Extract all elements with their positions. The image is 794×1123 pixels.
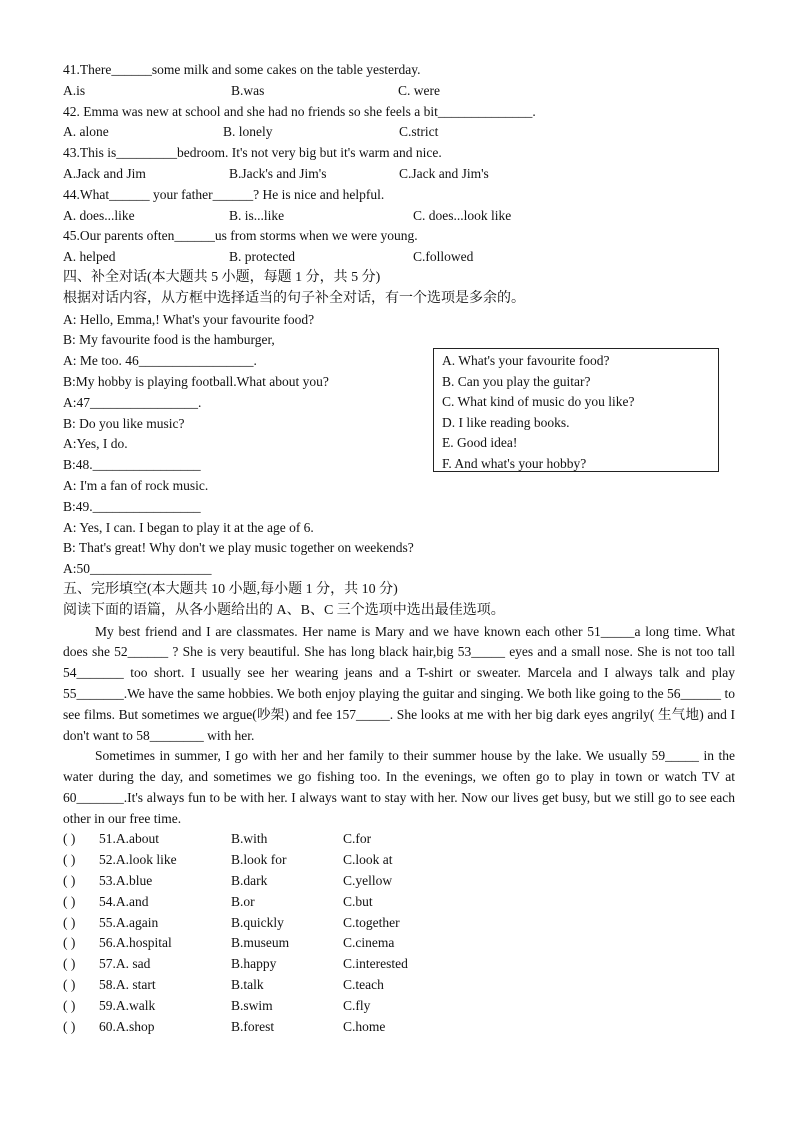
dialogue-line: B:48.________________: [63, 457, 201, 473]
dialogue-line: A: Yes, I can. I began to play it at the age of 6.: [63, 519, 314, 535]
answer-blank[interactable]: ( ): [63, 852, 76, 868]
option-a: 54.A.and: [99, 893, 149, 909]
paragraph-text: My best friend and I are classmates. Her name is Mary and we have known each other 51_____a long time. What does she 52______ ? She is very beautiful. She has long black hair,big 53_____ eyes and a small nose. She is not too tall 54_______ too short. I usually see her wearing jeans and a T-shirt or sweater. Marcela and I always talk and play 55_______.We have the same hobbies. We both enjoy playing the guitar and singing. We both like going to the 56______ to see films. But sometimes we argue(吵架) and fee 157_____. She looks at me with her big dark eyes angrily( 生气地) and I don't want to 58________ with her.: [63, 623, 735, 743]
dialogue-line: A: I'm a fan of rock music.: [63, 477, 209, 493]
question-45-stem: 45.Our parents often______us from storms when we were young.: [63, 228, 418, 244]
option-c: C. does...look like: [413, 207, 512, 223]
answer-row: [63, 954, 735, 975]
option-a: A.Jack and Jim: [63, 165, 146, 181]
option-a: 51.A.about: [99, 831, 159, 847]
option-a: A.is: [63, 82, 86, 98]
dialogue-line: A:Yes, I do.: [63, 436, 128, 452]
question-41-stem: 41.There______some milk and some cakes on the table yesterday.: [63, 62, 421, 77]
option-a: 56.A.hospital: [99, 935, 172, 951]
option-c: C. were: [398, 82, 440, 98]
question-44-options: [63, 206, 735, 227]
question-43-stem: 43.This is_________bedroom. It's not very big but it's warm and nice.: [63, 145, 442, 161]
answer-blank[interactable]: ( ): [63, 1018, 76, 1034]
dialogue-line: A:47________________.: [63, 394, 202, 410]
option-b: B.talk: [231, 977, 264, 993]
dialogue-line: A: Me too. 46_________________.: [63, 353, 257, 369]
option-a: 55.A.again: [99, 914, 159, 930]
box-option: A. What's your favourite food?: [442, 353, 610, 368]
passage-paragraph-1: [63, 622, 735, 747]
box-option: E. Good idea!: [442, 435, 518, 450]
question-41-options: [63, 81, 735, 102]
answer-row: [63, 892, 735, 913]
option-b: B.forest: [231, 1018, 275, 1034]
box-option: F. And what's your hobby?: [442, 455, 587, 471]
option-a: 58.A. start: [99, 977, 156, 993]
option-a: 52.A.look like: [99, 852, 177, 868]
option-a: A. does...like: [63, 207, 135, 223]
box-option: C. What kind of music do you like?: [442, 394, 635, 409]
option-b: B.look for: [231, 852, 287, 868]
answer-row: [63, 871, 735, 892]
answer-row: [63, 996, 735, 1017]
option-a: A. helped: [63, 249, 116, 265]
dialogue-line: A: Hello, Emma,! What's your favourite food?: [63, 311, 315, 327]
dialogue-line: B: That's great! Why don't we play music together on weekends?: [63, 540, 414, 556]
option-c: C.home: [343, 1018, 386, 1034]
option-b: B. is...like: [229, 207, 285, 223]
answer-row: [63, 850, 735, 871]
option-c: C.interested: [343, 956, 408, 972]
option-b: B.dark: [231, 873, 268, 889]
option-b: B.swim: [231, 997, 273, 1013]
question-45-options: [63, 247, 735, 268]
option-b: B.with: [231, 831, 268, 847]
question-42-stem: 42. Emma was new at school and she had no friends so she feels a bit______________.: [63, 103, 536, 119]
option-a: 60.A.shop: [99, 1018, 155, 1034]
answer-blank[interactable]: ( ): [63, 873, 76, 889]
option-c: C.yellow: [343, 873, 393, 889]
section-5-heading: 五、完形填空(本大题共 10 小题,每小题 1 分，共 10 分): [63, 581, 398, 597]
option-b: B. protected: [229, 249, 295, 265]
answer-blank[interactable]: ( ): [63, 893, 76, 909]
option-b: B.happy: [231, 956, 277, 972]
answer-blank[interactable]: ( ): [63, 914, 76, 930]
dialogue-line: B: Do you like music?: [63, 415, 185, 431]
dialogue-line: B:49.________________: [63, 498, 201, 514]
section-5-instruction: 阅读下面的语篇，从各小题给出的 A、B、C 三个选项中选出最佳选项。: [63, 602, 505, 618]
option-b: B.or: [231, 893, 255, 909]
option-c: C.but: [343, 893, 373, 909]
option-c: C.Jack and Jim's: [399, 165, 489, 181]
answer-options-list: [63, 829, 735, 1037]
option-c: C.teach: [343, 977, 384, 993]
paragraph-text: Sometimes in summer, I go with her and her family to their summer house by the lake. We usually 59_____ in the water during the day, and sometimes we go fishing too. In the evenings, we often go to play in town or watch TV at 60_______.It's always fun to be with her. I always want to stay with her. Now our lives get busy, but we still go to see each other in our free time.: [63, 748, 735, 826]
section-4-heading: 四、补全对话(本大题共 5 小题，每题 1 分，共 5 分): [63, 269, 381, 285]
section-4-instruction: 根据对话内容，从方框中选择适当的句子补全对话，有一个选项是多余的。: [63, 290, 525, 306]
answer-blank[interactable]: ( ): [63, 956, 76, 972]
option-a: 53.A.blue: [99, 873, 153, 889]
answer-row: [63, 829, 735, 850]
exam-page: [63, 60, 735, 1037]
box-option: D. I like reading books.: [442, 414, 570, 430]
question-44-stem: 44.What______ your father______? He is nice and helpful.: [63, 186, 385, 202]
dialogue-line: B: My favourite food is the hamburger,: [63, 332, 275, 348]
option-b: B.museum: [231, 935, 290, 951]
box-option: B. Can you play the guitar?: [442, 373, 591, 389]
answer-row: [63, 975, 735, 996]
dialogue-line: B:My hobby is playing football.What about you?: [63, 373, 329, 389]
option-b: B.was: [231, 82, 265, 98]
answer-row: [63, 1017, 735, 1038]
option-c: C.together: [343, 914, 400, 930]
question-43-options: [63, 164, 735, 185]
answer-row: [63, 933, 735, 954]
option-b: B.quickly: [231, 914, 284, 930]
option-b: B.Jack's and Jim's: [229, 165, 327, 181]
option-c: C.fly: [343, 997, 371, 1013]
option-c: C.look at: [343, 852, 393, 868]
option-c: C.for: [343, 831, 372, 847]
option-c: C.strict: [399, 124, 439, 140]
option-b: B. lonely: [223, 124, 273, 140]
answer-blank[interactable]: ( ): [63, 997, 76, 1013]
answer-blank[interactable]: ( ): [63, 831, 76, 847]
option-a: A. alone: [63, 124, 109, 140]
question-42-options: [63, 122, 735, 143]
dialogue-line: A:50__________________: [63, 561, 212, 577]
answer-blank[interactable]: ( ): [63, 977, 76, 993]
option-a: 57.A. sad: [99, 956, 151, 972]
answer-blank[interactable]: ( ): [63, 935, 76, 951]
option-a: 59.A.walk: [99, 997, 156, 1013]
answer-row: [63, 913, 735, 934]
option-c: C.cinema: [343, 935, 395, 951]
option-c: C.followed: [413, 249, 474, 265]
passage-paragraph-2: [63, 746, 735, 829]
options-box: [433, 348, 719, 472]
